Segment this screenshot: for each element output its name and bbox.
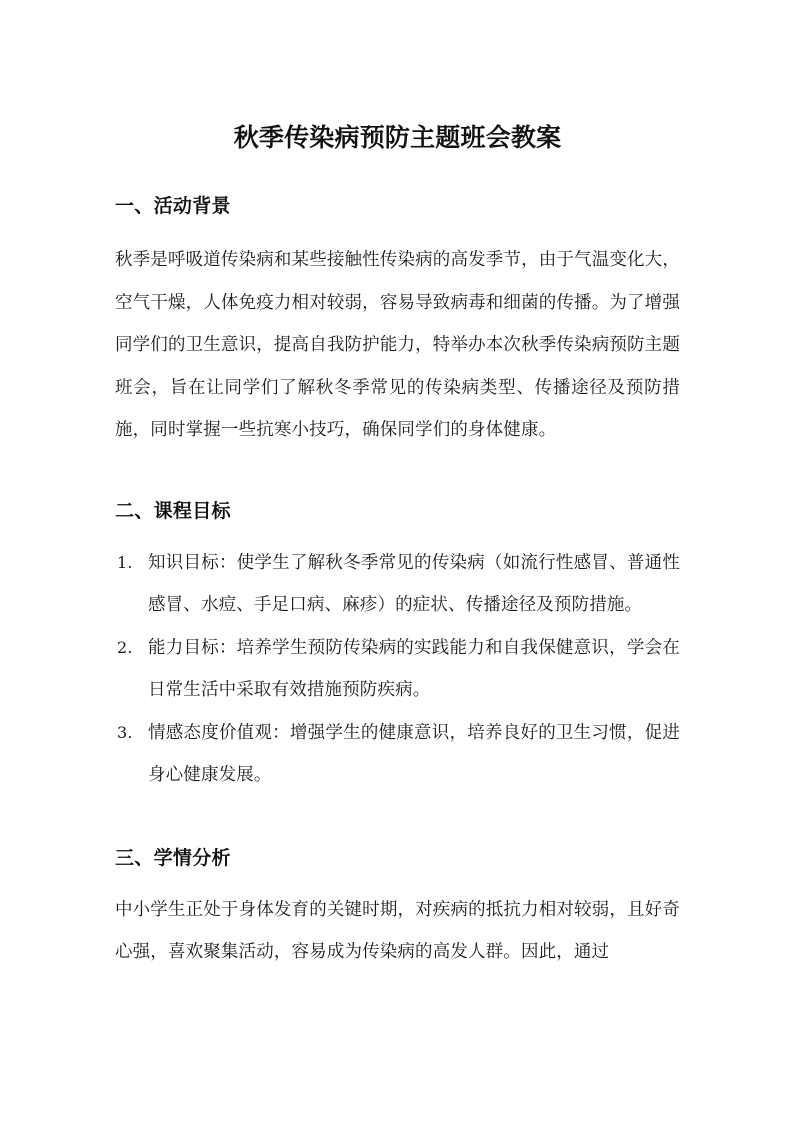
course-objectives-list bbox=[115, 524, 680, 797]
list-item-text: 情感态度价值观：增强学生的健康意识，培养良好的卫生习惯，促进身心健康发展。 bbox=[148, 722, 680, 785]
list-item-text: 知识目标：使学生了解秋冬季常见的传染病（如流行性感冒、普通性感冒、水痘、手足口病、麻疹）的症状、传播途径及预防措施。 bbox=[148, 552, 680, 615]
document-content bbox=[115, 0, 680, 974]
section-heading-student-analysis: 三、学情分析 bbox=[115, 846, 231, 869]
section-heading-activity-background: 一、活动背景 bbox=[115, 195, 231, 217]
list-item bbox=[115, 712, 680, 797]
page-title: 秋季传染病预防主题班会教案 bbox=[233, 123, 562, 152]
list-item bbox=[115, 627, 680, 712]
list-item-marker: 1. bbox=[117, 552, 133, 572]
section-heading-course-objectives: 二、课程目标 bbox=[115, 499, 231, 522]
list-item bbox=[115, 542, 680, 627]
list-item-marker: 3. bbox=[117, 722, 133, 742]
list-item-marker: 2. bbox=[117, 637, 133, 657]
paragraph-activity-background: 秋季是呼吸道传染病和某些接触性传染病的高发季节，由于气温变化大，空气干燥，人体免疫力相对较弱，容易导致病毒和细菌的传播。为了增强同学们的卫生意识，提高自我防护能力，特举办本次秋季传染病预防主题班会，旨在让同学们了解秋冬季常见的传染病类型、传播途径及预防措施，同时掌握一些抗寒小技巧，确保同学们的身体健康。 bbox=[115, 250, 680, 440]
paragraph-student-analysis: 中小学生正处于身体发育的关键时期，对疾病的抵抗力相对较弱，且好奇心强，喜欢聚集活动，容易成为传染病的高发人群。因此，通过 bbox=[115, 899, 680, 962]
list-item-text: 能力目标：培养学生预防传染病的实践能力和自我保健意识，学会在日常生活中采取有效措施预防疾病。 bbox=[148, 637, 680, 700]
